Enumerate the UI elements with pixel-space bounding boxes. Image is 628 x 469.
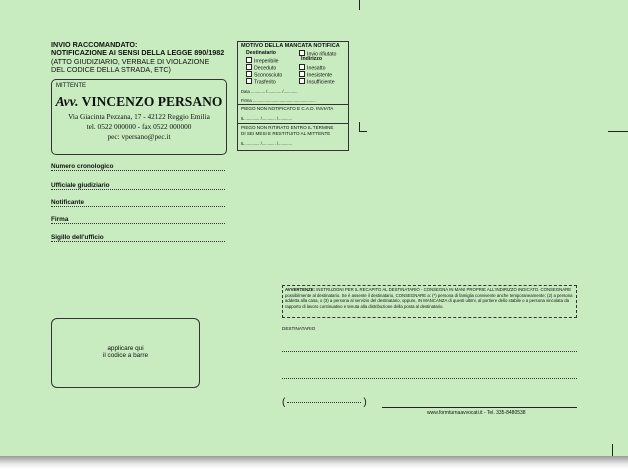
checkbox[interactable] xyxy=(299,71,305,77)
il-date-2[interactable]: IL ............ /............ /............ xyxy=(241,141,293,146)
field-line xyxy=(51,241,225,242)
barcode-area xyxy=(51,318,200,388)
checkbox[interactable] xyxy=(246,57,252,63)
option-inesistente[interactable]: Inesistente xyxy=(299,71,332,79)
crop-mark-corner-v xyxy=(359,122,360,131)
field-sigillo[interactable] xyxy=(51,234,104,241)
paren-open: ( xyxy=(282,397,286,408)
field-label: Notificante xyxy=(51,199,85,206)
field-line xyxy=(51,223,225,224)
paren-close: ) xyxy=(363,397,367,408)
sender-name-text: VINCENZO PERSANO xyxy=(81,94,223,109)
indirizzo-group-label: Indirizzo xyxy=(301,56,323,62)
website-text: www.formturnaavvocati.it - Tel. 335-8480538 xyxy=(427,410,526,416)
destinatario-line-1[interactable] xyxy=(282,351,577,352)
field-line xyxy=(51,170,225,171)
avvertenze-text: INSTRUZIONI PER IL RECAPITO AL DESTINATARIO - CONSEGNA IN MANI PROPRIE ALL'INDIRIZZO INDICATO. CONSEGNARE possibilmente al destinatario. Se è assente il destinatario, CONSEGNARE a: (*) persona di famiglia convivente anche temporaneamente; (2) a persona addetta alla casa, o (3) a persona al servizio del destinatario, oppure, IN MANCANZA di questi ultimi, al portiere dello stabile o a persona vincolata da rapporto di lavoro continuativo e tenuta alla distribuzione della posta al destinatario. xyxy=(285,287,573,309)
checkbox[interactable] xyxy=(299,64,305,70)
option-irreperibile[interactable]: Irreperibile xyxy=(246,57,279,65)
header-line-1: INVIO RACCOMANDATO: xyxy=(51,40,138,49)
checkbox[interactable] xyxy=(299,78,305,84)
divider xyxy=(238,123,348,124)
sender-title: Avv. xyxy=(55,94,79,109)
piego-non-ritirato-1: PIEGO NON RITIRATO ENTRO IL TERMINE xyxy=(241,125,334,130)
field-label: Firma xyxy=(51,216,69,223)
checkbox[interactable] xyxy=(246,71,252,77)
crop-mark-corner-h xyxy=(359,131,367,132)
option-inesatto[interactable]: Inesatto xyxy=(299,64,325,72)
option-invio-rifiutato[interactable]: Invio rifiutato xyxy=(299,50,336,58)
page-shadow xyxy=(0,456,628,469)
avvertenze-head: AVVERTENZE: xyxy=(285,287,316,292)
motivo-box xyxy=(237,41,349,151)
crop-mark-top xyxy=(359,0,360,10)
destinatario-line-2[interactable] xyxy=(282,378,577,379)
avvertenze-box xyxy=(282,285,577,318)
province-dots xyxy=(287,402,361,403)
field-label: Ufficiale giudiziario xyxy=(51,182,110,189)
motivo-title: MOTIVO DELLA MANCATA NOTIFICA xyxy=(241,43,340,49)
sender-box xyxy=(51,79,227,155)
field-ufficiale-giudiziario[interactable] xyxy=(51,182,110,189)
field-label: Numero cronologico xyxy=(51,163,114,170)
field-label: Sigillo dell'ufficio xyxy=(51,234,104,241)
destinatario-province[interactable] xyxy=(282,397,367,408)
field-notificante[interactable] xyxy=(51,199,84,206)
piego-non-ritirato-2: DI SEI MESI E RESTITUITO AL MITTENTE xyxy=(241,131,331,136)
option-sconosciuto[interactable]: Sconosciuto xyxy=(246,71,282,79)
field-line xyxy=(51,206,225,207)
sender-address: Via Giacinta Pezzana, 17 - 42122 Reggio Emilia xyxy=(68,112,210,121)
field-line xyxy=(51,189,225,190)
data-line[interactable]: Data ............ /............ /............ xyxy=(241,89,298,94)
field-firma[interactable] xyxy=(51,216,68,223)
header-line-2: NOTIFICAZIONE AI SENSI DELLA LEGGE 890/1982 xyxy=(51,48,225,58)
form-header xyxy=(51,41,224,75)
piego-non-notificato: PIEGO NON NOTIFICATO E C.A.D. INVIATA xyxy=(241,106,334,111)
destinatario-label: DESTINATARIO xyxy=(282,326,316,331)
crop-mark-right-h xyxy=(608,131,628,132)
divider xyxy=(238,104,348,105)
destinatario-group-label: Destinatario xyxy=(246,50,276,56)
sender-pec: pec: vpersano@pec.it xyxy=(107,132,171,141)
checkbox[interactable] xyxy=(246,64,252,70)
header-line-3: (ATTO GIUDIZIARIO, VERBALE DI VIOLAZIONE xyxy=(51,56,210,66)
checkbox[interactable] xyxy=(246,78,252,84)
option-insufficiente[interactable]: Insufficiente xyxy=(299,78,335,86)
barcode-label: applicare qui il codice a barre xyxy=(102,345,149,360)
sender-name xyxy=(52,94,226,110)
header-line-4: DEL CODICE DELLA STRADA, ETC) xyxy=(51,65,171,75)
field-numero-cronologico[interactable] xyxy=(51,163,114,170)
firma-line[interactable]: Firma ...................................................... xyxy=(241,98,316,103)
option-deceduto[interactable]: Deceduto xyxy=(246,64,276,72)
sender-label: MITTENTE xyxy=(56,83,86,89)
sender-phone: tel. 0522 000000 - fax 0522 000000 xyxy=(86,122,192,131)
destinatario-city-line[interactable] xyxy=(382,407,577,408)
option-trasferito[interactable]: Trasferito xyxy=(246,78,276,86)
il-date-1[interactable]: IL ............ /............ /............ xyxy=(241,116,293,121)
